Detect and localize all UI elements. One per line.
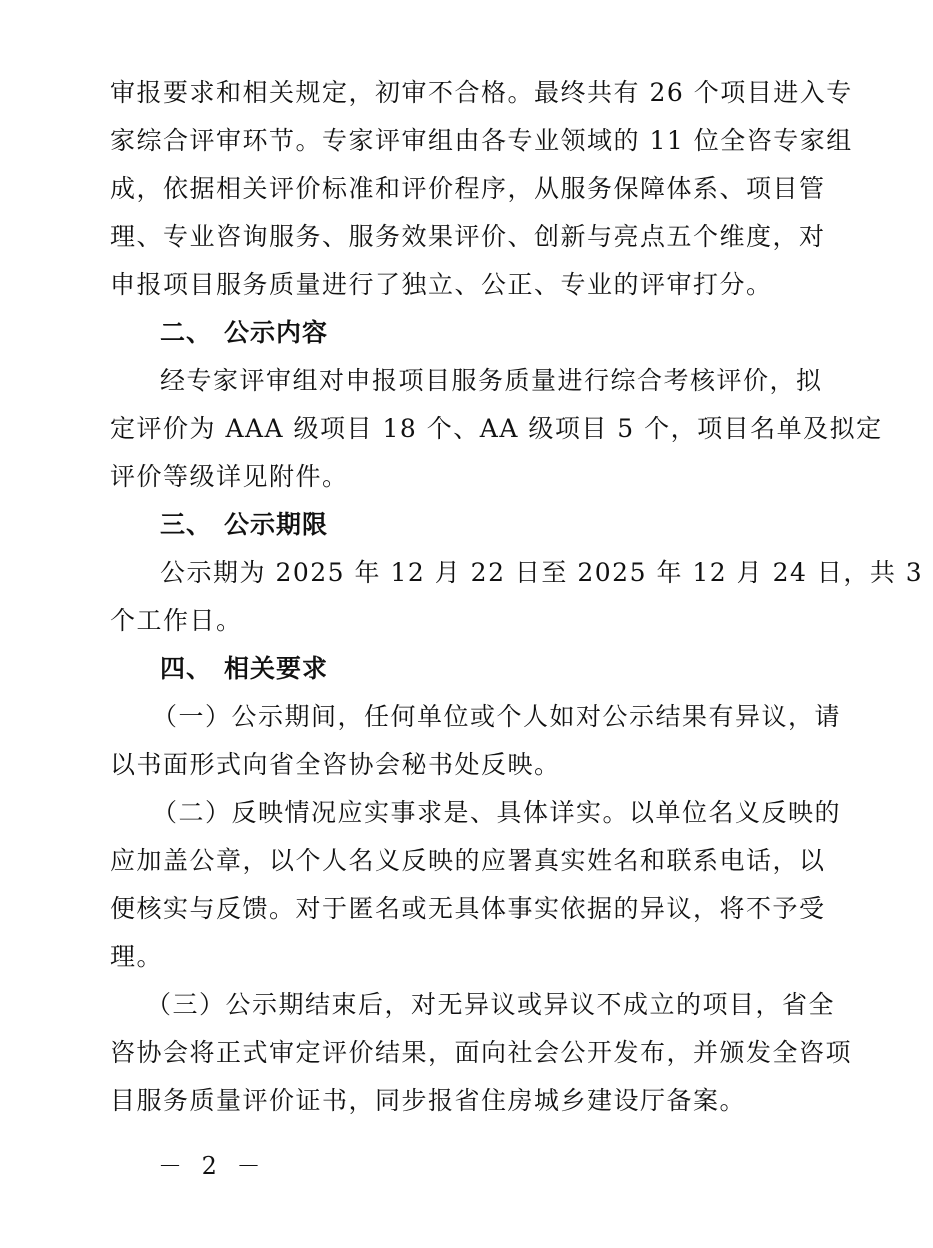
section-heading-2 xyxy=(160,316,560,350)
paragraph-line: 定评价为 AAA 级项目 18 个、AA 级项目 5 个，项目名单及拟定 xyxy=(110,414,883,443)
paragraph-line: 咨协会将正式审定评价结果，面向社会公开发布，并颁发全咨项 xyxy=(110,1038,853,1067)
section-heading-4 xyxy=(160,652,560,686)
paragraph-line: 个工作日。 xyxy=(110,606,243,635)
section-title: 公示期限 xyxy=(224,510,329,539)
paragraph-line: 家综合评审环节。专家评审组由各专业领域的 11 位全咨专家组 xyxy=(110,126,853,155)
paragraph-line: 审报要求和相关规定，初审不合格。最终共有 26 个项目进入专 xyxy=(110,78,853,107)
paragraph-line: （一）公示期间，任何单位或个人如对公示结果有异议，请 xyxy=(152,702,842,731)
paragraph-line: 理。 xyxy=(110,942,164,971)
paragraph-line: （二）反映情况应实事求是、具体详实。以单位名义反映的 xyxy=(152,798,842,827)
paragraph-line: 目服务质量评价证书，同步报省住房城乡建设厅备案。 xyxy=(110,1086,747,1115)
paragraph-line: 公示期为 2025 年 12 月 22 日至 2025 年 12 月 24 日，共 3 xyxy=(160,558,924,587)
paragraph-line: 经专家评审组对申报项目服务质量进行综合考核评价，拟 xyxy=(160,366,823,395)
page-number: － 2 － xyxy=(158,1152,267,1180)
section-number: 二、 xyxy=(160,318,213,347)
section-heading-3 xyxy=(160,508,560,542)
paragraph-line: 理、专业咨询服务、服务效果评价、创新与亮点五个维度，对 xyxy=(110,222,826,251)
paragraph-line: （三）公示期结束后，对无异议或异议不成立的项目，省全 xyxy=(146,990,836,1019)
paragraph-line: 申报项目服务质量进行了独立、公正、专业的评审打分。 xyxy=(110,270,773,299)
paragraph-line: 以书面形式向省全咨协会秘书处反映。 xyxy=(110,750,561,779)
section-title: 公示内容 xyxy=(224,318,329,347)
paragraph-line: 成，依据相关评价标准和评价程序，从服务保障体系、项目管 xyxy=(110,174,826,203)
section-number: 三、 xyxy=(160,510,213,539)
paragraph-line: 评价等级详见附件。 xyxy=(110,462,349,491)
section-title: 相关要求 xyxy=(224,654,329,683)
paragraph-line: 应加盖公章，以个人名义反映的应署真实姓名和联系电话，以 xyxy=(110,846,826,875)
section-number: 四、 xyxy=(160,654,213,683)
paragraph-line: 便核实与反馈。对于匿名或无具体事实依据的异议，将不予受 xyxy=(110,894,826,923)
